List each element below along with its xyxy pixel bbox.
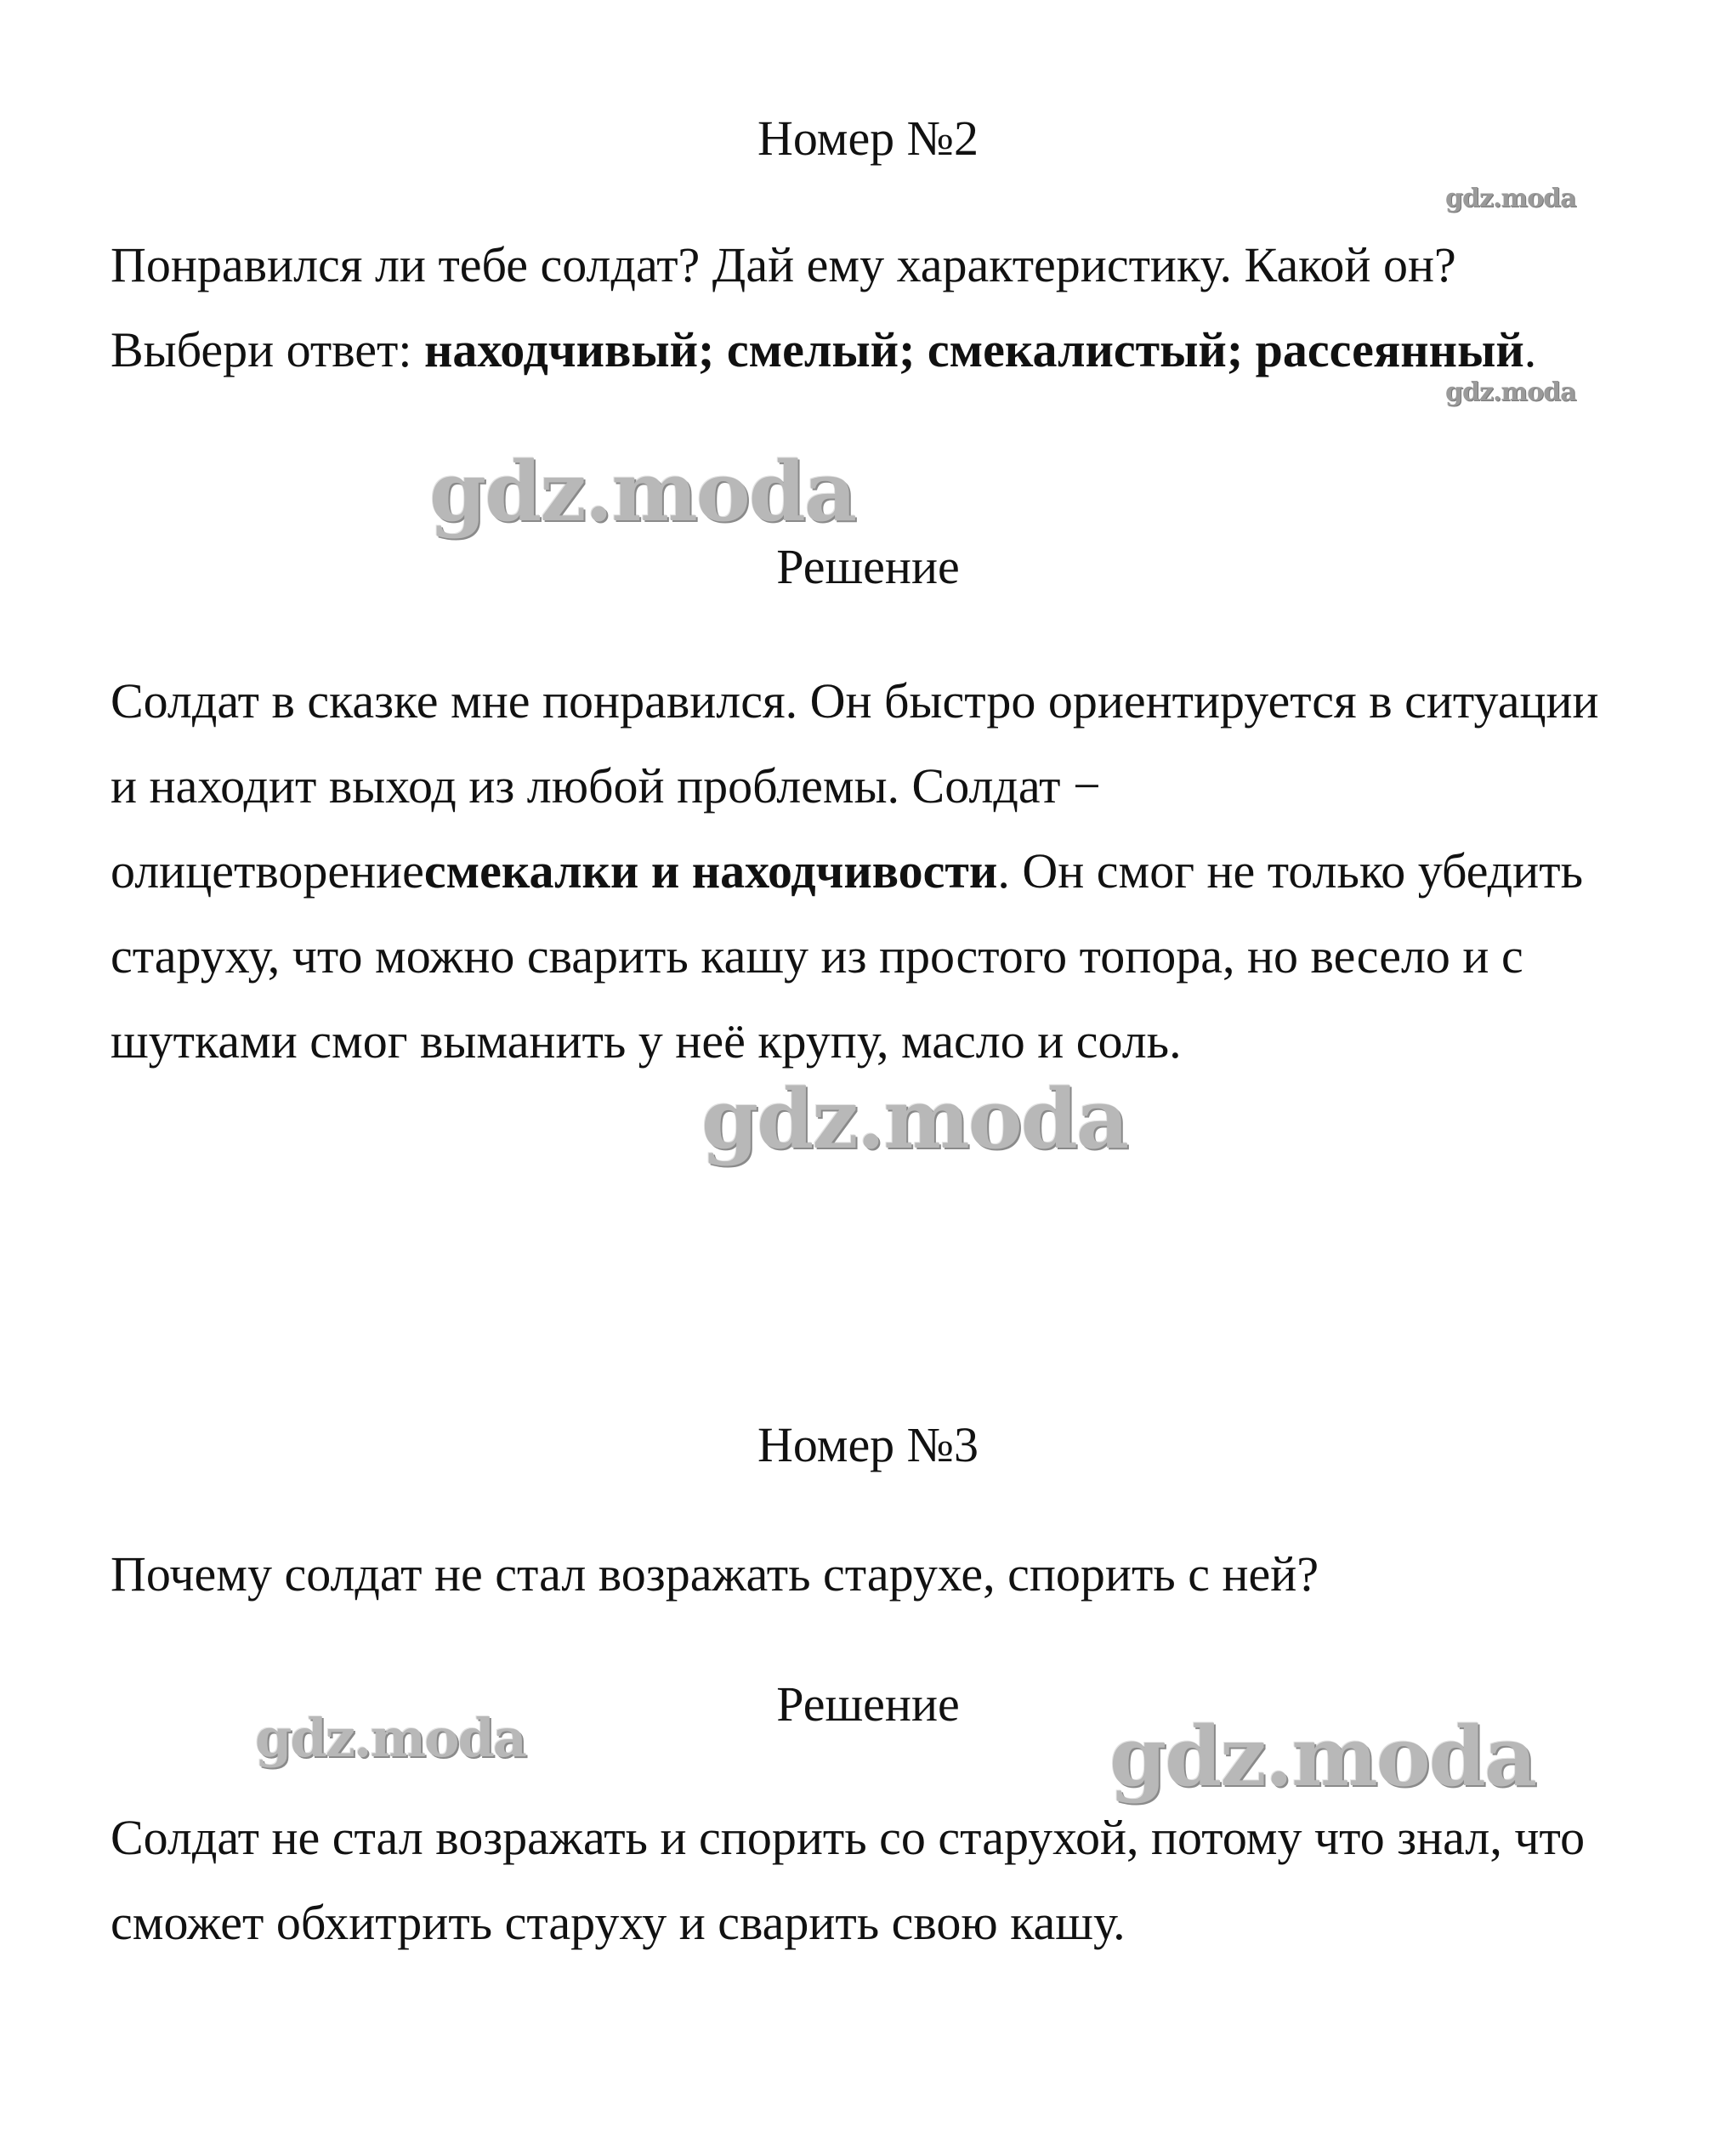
- watermark-logo: gdz.moda: [255, 1707, 525, 1769]
- watermark-logo: gdz.moda: [429, 444, 856, 540]
- task-3-answer: Солдат не стал возражать и спорить со старухой, потому что знал, что сможет обхитрить старуху и сварить свою кашу.: [111, 1810, 1586, 1950]
- task-2-answer: [111, 659, 1624, 1084]
- task-2-question-end: .: [1523, 322, 1537, 377]
- watermark-logo: gdz.moda: [1109, 1709, 1536, 1805]
- task-3-solution-heading: Решение: [776, 1676, 960, 1732]
- watermark-logo: gdz.moda: [701, 1071, 1128, 1167]
- task-3-heading: Номер №3: [757, 1417, 979, 1472]
- watermark-logo: gdz.moda: [1445, 377, 1576, 407]
- task-2-heading: Номер №2: [757, 111, 979, 166]
- task-2-question-options: находчивый; смелый; смекалистый; рассеянный: [424, 322, 1524, 377]
- task-2-solution-heading: Решение: [776, 539, 960, 594]
- watermark-logo: gdz.moda: [1445, 184, 1576, 213]
- task-2-answer-text-2: . Он смог не только убедить старуху, что можно сварить кашу из простого топора, но весело и с шутками смог выманить у неё крупу, масло и соль.: [111, 843, 1584, 1069]
- task-2-question: [111, 223, 1624, 393]
- task-2-answer-bold: смекалки и находчивости: [423, 843, 998, 899]
- task-3-question: Почему солдат не стал возражать старухе, спорить с ней?: [111, 1546, 1319, 1602]
- task-2-question-text: Понравился ли тебе солдат? Дай ему характеристику. Какой он? Выбери ответ:: [111, 237, 1456, 377]
- task-2-answer-text-1: Солдат в сказке мне понравился. Он быстро ориентируется в ситуации и находит выход из любой проблемы. Солдат − олицетворение: [111, 673, 1599, 899]
